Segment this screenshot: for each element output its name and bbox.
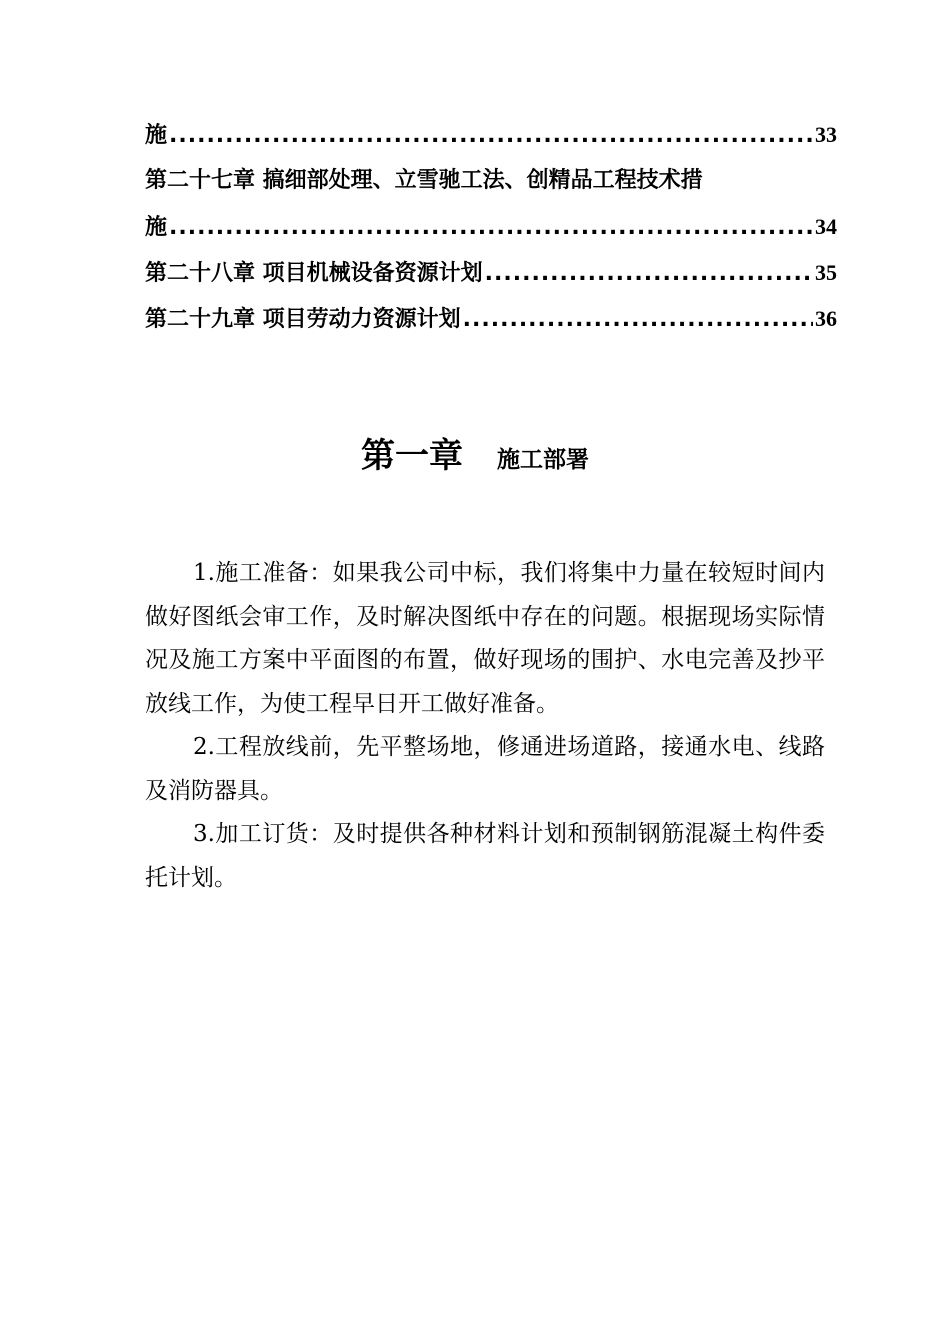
toc-entry-page: 36 [815, 306, 837, 331]
paragraph: 1.施工准备：如果我公司中标，我们将集中力量在较短时间内做好图纸会审工作，及时解决图纸中存在的问题。根据现场实际情况及施工方案中平面图的布置，做好现场的围护、水电完善及抄平放线工作，为使工程早日开工做好准备。 [145, 560, 825, 717]
toc-entry[interactable] [145, 296, 837, 342]
chapter-name: 施工部署 [497, 447, 589, 473]
toc-leader-dots [463, 297, 813, 342]
chapter-heading [0, 428, 950, 477]
toc-leader-dots [169, 113, 813, 158]
toc-entry-page: 35 [815, 260, 837, 285]
chapter-body [145, 552, 825, 900]
table-of-contents [145, 112, 837, 342]
toc-entry-text: 第二十九章 项目劳动力资源计划 [145, 307, 461, 332]
toc-entry-text: 施 [145, 215, 168, 240]
toc-leader-dots [485, 251, 813, 296]
toc-entry[interactable] [145, 112, 837, 158]
toc-entry[interactable] [145, 204, 837, 250]
toc-entry-text: 第二十八章 项目机械设备资源计划 [145, 261, 483, 286]
toc-entry[interactable] [145, 250, 837, 296]
toc-entry-page: 33 [815, 122, 837, 147]
toc-entry-text: 施 [145, 123, 168, 148]
chapter-number: 第一章 [361, 436, 463, 476]
paragraph: 2.工程放线前，先平整场地，修通进场道路，接通水电、线路及消防器具。 [145, 734, 825, 804]
paragraph: 3.加工订货：及时提供各种材料计划和预制钢筋混凝土构件委托计划。 [145, 821, 825, 891]
toc-entry-heading[interactable] [145, 158, 837, 204]
toc-entry-page: 34 [815, 214, 837, 239]
toc-entry-text: 第二十七章 搞细部处理、立雪驰工法、创精品工程技术措 [145, 168, 703, 193]
toc-leader-dots [169, 205, 813, 250]
